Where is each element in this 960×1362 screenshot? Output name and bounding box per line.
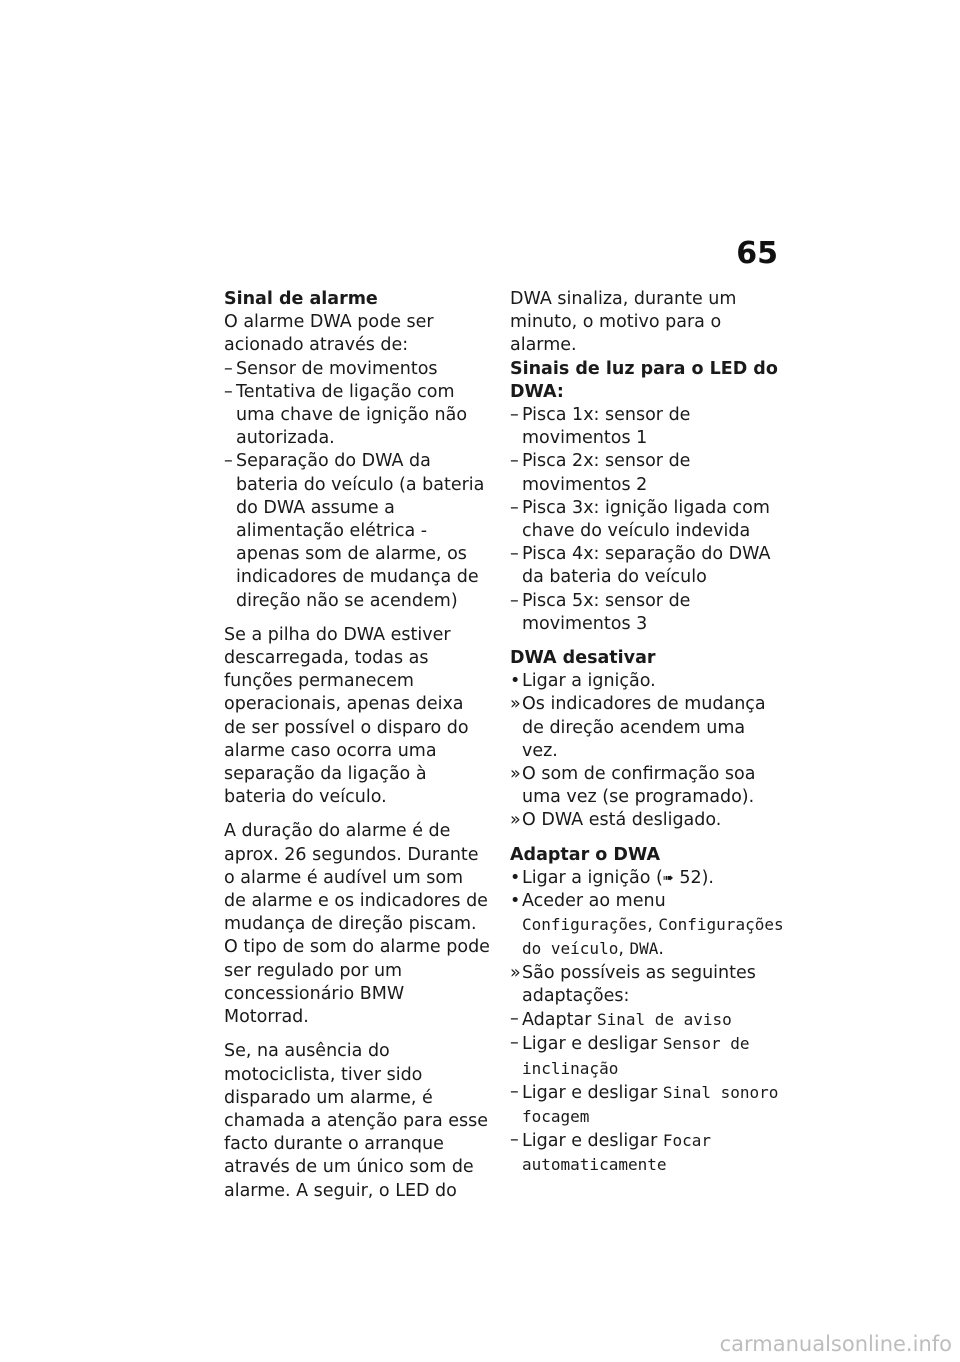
result-item: » O DWA está desligado. bbox=[510, 809, 784, 832]
paragraph-ausencia: Se, na ausência do motociclista, tiver sido disparado um alarme, é chamada a atenção para esse facto durante o arranque através de um único som de alarme. A seguir, o LED do bbox=[224, 1041, 489, 1201]
heading-dwa-desativar: DWA desativar bbox=[510, 648, 656, 669]
menu-path: Configurações do veículo bbox=[522, 915, 784, 959]
paragraph-duracao: A duração do alarme é de aprox. 26 segundos. Durante o alarme é audível um som de alarme e os indicadores de mudança de direção piscam. bbox=[224, 821, 488, 935]
list-item: – Pisca 3x: ignição ligada com chave do veículo indevida bbox=[510, 497, 770, 542]
list-item: – Tentativa de ligação com uma chave de ignição não autorizada. bbox=[224, 381, 468, 449]
dash-marker: – bbox=[510, 1081, 519, 1102]
heading-sinais-de-luz: Sinais de luz para o LED do DWA: bbox=[510, 358, 778, 402]
result-item: » O som de confirmação soa uma vez (se programado). bbox=[510, 764, 756, 808]
result-item: » Os indicadores de mudança de direção acendem uma vez. bbox=[510, 694, 766, 761]
heading-sinal-de-alarme: Sinal de alarme bbox=[224, 289, 378, 309]
bullet-marker: • bbox=[510, 891, 521, 912]
menu-option: Sinal de aviso bbox=[596, 1010, 732, 1030]
bullet-marker: • bbox=[510, 671, 521, 692]
step-item: • Aceder ao menu Configurações, Configurações do veículo, DWA. bbox=[510, 891, 784, 960]
menu-option: Sinal sonoro focagem bbox=[522, 1082, 779, 1126]
dash-marker: – bbox=[224, 381, 233, 402]
option-item: – Ligar e desligar Sinal sonoro focagem bbox=[510, 1081, 779, 1126]
dash-marker: – bbox=[510, 497, 519, 518]
page-number: 65 bbox=[736, 236, 778, 271]
dash-marker: – bbox=[510, 590, 519, 611]
menu-option: Sensor de inclinação bbox=[522, 1034, 750, 1078]
signal-list bbox=[510, 404, 784, 636]
list-item: – Sensor de movimentos bbox=[224, 358, 490, 381]
step-item: • Ligar a ignição. bbox=[510, 670, 784, 693]
left-column bbox=[224, 288, 490, 1203]
list-item: – Pisca 5x: sensor de movimentos 3 bbox=[510, 590, 691, 634]
intro-paragraph: O alarme DWA pode ser acionado através de: bbox=[224, 312, 434, 356]
heading-adaptar-dwa: Adaptar o DWA bbox=[510, 844, 661, 865]
list-item: – Pisca 4x: separação do DWA da bateria do veículo bbox=[510, 544, 771, 588]
list-item: – Pisca 2x: sensor de movimentos 2 bbox=[510, 451, 691, 495]
result-item: » São possíveis as seguintes adaptações: bbox=[510, 962, 756, 1006]
option-item: – Adaptar Sinal de aviso bbox=[510, 1009, 732, 1031]
paragraph-continuation: DWA sinaliza, durante um minuto, o motivo para o alarme. bbox=[510, 289, 737, 356]
dash-marker: – bbox=[224, 358, 233, 379]
dash-marker: – bbox=[510, 451, 519, 472]
dash-marker: – bbox=[510, 1009, 519, 1030]
dash-marker: – bbox=[510, 405, 519, 426]
result-marker: » bbox=[510, 764, 521, 785]
result-marker: » bbox=[510, 694, 521, 715]
dash-marker: – bbox=[510, 1130, 519, 1151]
dash-marker: – bbox=[510, 544, 519, 565]
dash-marker: – bbox=[224, 451, 233, 472]
right-column bbox=[510, 288, 784, 1178]
option-item: – Ligar e desligar Focar automaticamente bbox=[510, 1130, 712, 1175]
option-item: – Ligar e desligar Sensor de inclinação bbox=[510, 1033, 750, 1078]
menu-path: Configurações bbox=[522, 915, 648, 935]
paragraph-pilha: Se a pilha do DWA estiver descarregada, todas as funções permanecem operacionais, apenas deixa de ser possível o disparo do alarme caso ocorra uma separação da ligação à bateria do veículo. bbox=[224, 624, 469, 808]
menu-path: DWA bbox=[629, 939, 659, 959]
list-item: – Separação do DWA da bateria do veículo (a bateria do DWA assume a alimentação elétrica - apenas som de alarme, os indicadores de mudança de direção não se acendem) bbox=[224, 451, 485, 611]
paragraph-tipo-som: O tipo de som do alarme pode ser regulado por um concessionário BMW Motorrad. bbox=[224, 937, 490, 1028]
result-marker: » bbox=[510, 962, 521, 983]
step-item: • Ligar a ignição (➠ 52). bbox=[510, 867, 784, 890]
bullet-marker: • bbox=[510, 867, 521, 888]
trigger-list bbox=[224, 358, 490, 613]
menu-option: Focar automaticamente bbox=[522, 1131, 712, 1175]
dash-marker: – bbox=[510, 1033, 519, 1054]
footer-watermark: carmanualsonline.info bbox=[719, 1332, 952, 1356]
page-reference-arrow-icon: ➠ bbox=[662, 870, 674, 886]
result-marker: » bbox=[510, 810, 521, 831]
list-item: – Pisca 1x: sensor de movimentos 1 bbox=[510, 405, 691, 449]
